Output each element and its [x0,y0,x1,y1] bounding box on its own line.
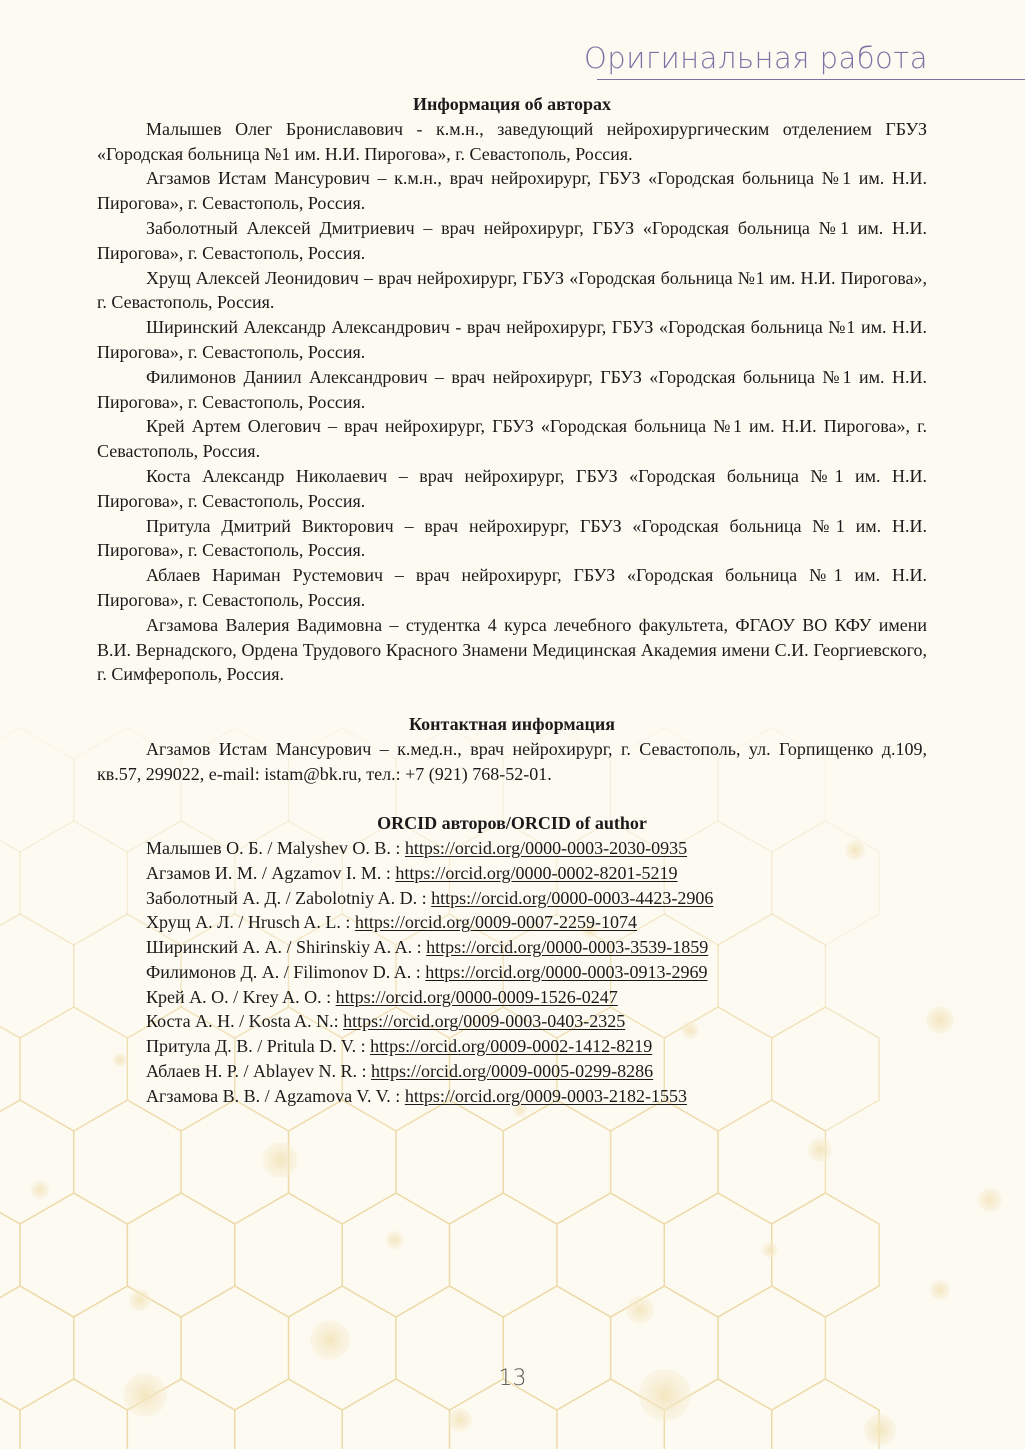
orcid-author-name: Филимонов Д. А. / Filimonov D. A. : [146,961,426,982]
decorative-dot [930,1280,950,1300]
orcid-link[interactable]: https://orcid.org/0009-0005-0299-8286 [371,1061,654,1082]
orcid-entry [97,985,927,1010]
hexagon-cell [611,1100,718,1224]
hexagon-cell [450,1193,557,1317]
page-number: 13 [498,1366,527,1391]
orcid-heading: ORCID авторов/ORCID of author [377,813,647,834]
orcid-author-name: Ширинский А. А. / Shirinskiy A. A. : [146,937,427,958]
author-entry: Крей Артем Олегович – врач нейрохирург, ГБУЗ «Городская больница №1 им. Н.И. Пирогова», г. Севастополь, Россия. [97,416,927,462]
decorative-dot [448,1408,472,1432]
orcid-author-name: Крей А. О. / Krey A. O. : [146,986,336,1007]
hexagon-cell [396,1286,503,1410]
hexagon-cell [0,914,74,1038]
hexagon-cell [289,1100,396,1224]
hexagon-cell [718,1100,825,1224]
hexagon-cell [0,1007,20,1131]
orcid-author-name: Агзамова В. В. / Agzamova V. V. : [146,1085,405,1106]
hexagon-cell [503,1286,610,1410]
orcid-author-name: Хрущ А. Л. / Hrusch A. L. : [146,912,355,933]
orcid-link[interactable]: https://orcid.org/0000-0009-1526-0247 [335,986,618,1007]
orcid-author-name: Аблаев Н. Р. / Ablayev N. R. : [146,1061,371,1082]
orcid-link[interactable]: https://orcid.org/0000-0003-4423-2906 [431,887,714,908]
decorative-dot [129,1289,151,1311]
orcid-link[interactable]: https://orcid.org/0009-0002-1412-8219 [370,1036,653,1057]
orcid-link[interactable]: https://orcid.org/0009-0003-2182-1553 [404,1085,687,1106]
hexagon-cell [74,1100,181,1224]
orcid-entry [97,960,927,985]
orcid-link[interactable]: https://orcid.org/0000-0002-8201-5219 [395,862,678,883]
contact-heading: Контактная информация [409,713,615,734]
hexagon-cell [181,1286,288,1410]
orcid-entry [97,910,927,935]
contact-text: Агзамов Истам Мансурович – к.мед.н., врач нейрохирург, г. Севастополь, ул. Горпищенко д.109, кв.57, 299022, e-mail: istam@bk.ru, тел.: +7 (921) 768-52-01. [97,738,927,784]
orcid-entry [97,836,927,861]
decorative-dot [926,1006,954,1034]
orcid-entry [97,1059,927,1084]
hexagon-cell [396,1100,503,1224]
hexagon-cell [0,821,20,945]
author-entry: Ширинский Александр Александрович - врач нейрохирург, ГБУЗ «Городская больница №1 им. Н.И. Пирогова», г. Севастополь, Россия. [97,317,927,362]
author-entry: Филимонов Даниил Александрович – врач нейрохирург, ГБУЗ «Городская больница №1 им. Н.И. Пирогова», г. Севастополь, Россия. [97,366,927,412]
orcid-link[interactable]: https://orcid.org/0009-0003-0403-2325 [343,1011,626,1032]
author-entry: Хрущ Алексей Леонидович – врач нейрохирург, ГБУЗ «Городская больница №1 им. Н.И. Пирогова», г. Севастополь, Россия. [97,267,927,313]
hexagon-cell [20,1193,127,1317]
hexagon-cell [718,1286,825,1410]
hexagon-cell [503,1100,610,1224]
author-entry: Аблаев Нариман Рустемович – врач нейрохирург, ГБУЗ «Городская больница №1 им. Н.И. Пирогова», г. Севастополь, Россия. [97,565,927,610]
author-entry: Агзамов Истам Мансурович – к.м.н., врач нейрохирург, ГБУЗ «Городская больница №1 им. Н.И. Пирогова», г. Севастополь, Россия. [97,168,927,214]
decorative-dot [762,1242,778,1258]
orcid-entry [97,1034,927,1059]
decorative-dot [864,1414,896,1446]
hexagon-cell [0,1286,74,1410]
header-rule [597,79,1025,80]
orcid-section [97,811,927,1109]
orcid-entry [97,1084,927,1109]
decorative-dot [31,1181,49,1199]
decorative-dot [626,1296,654,1324]
author-entry: Притула Дмитрий Викторович – врач нейрохирург, ГБУЗ «Городская больница №1 им. Н.И. Пирогова», г. Севастополь, Россия. [97,515,927,561]
orcid-link[interactable]: https://orcid.org/0009-0007-2259-1074 [354,912,637,933]
orcid-link[interactable]: https://orcid.org/0000-0003-0913-2969 [425,961,708,982]
decorative-dot [386,1231,404,1249]
decorative-dot [262,1142,298,1178]
author-entry: Коста Александр Николаевич – врач нейрохирург, ГБУЗ «Городская больница №1 им. Н.И. Пирогова», г. Севастополь, Россия. [97,465,927,511]
orcid-entry [97,886,927,911]
author-entry: Агзамова Валерия Вадимовна – студентка 4 курса лечебного факультета, ФГАОУ ВО КФУ имени В.И. Вернадского, Ордена Трудового Красного Знамени Медицинская Академия имени С.И. Георгиевского, г. Симферополь, Россия. [97,614,927,685]
decorative-dot [310,1320,350,1360]
article-content [97,92,927,1109]
orcid-author-name: Притула Д. В. / Pritula D. V. : [146,1036,371,1057]
hexagon-cell [235,1193,342,1317]
hexagon-cell [664,1193,771,1317]
hexagon-cell [0,728,74,852]
orcid-entry [97,861,927,886]
decorative-dot [808,1138,832,1162]
author-entry: Заболотный Алексей Дмитриевич – врач нейрохирург, ГБУЗ «Городская больница №1 им. Н.И. Пирогова», г. Севастополь, Россия. [97,217,927,263]
author-entry: Малышев Олег Брониславович - к.м.н., заведующий нейрохирургическим отделением ГБУЗ «Городская больница №1 им. Н.И. Пирогова», г. Севастополь, Россия. [97,118,927,164]
hexagon-cell [342,1193,449,1317]
decorative-dot [978,1188,1002,1212]
orcid-author-name: Агзамов И. М. / Agzamov I. M. : [146,862,396,883]
authors-section [97,92,927,687]
orcid-author-name: Заболотный А. Д. / Zabolotniy A. D. : [146,887,432,908]
contact-section [97,712,927,786]
orcid-link[interactable]: https://orcid.org/0000-0003-2030-0935 [404,837,688,858]
hexagon-cell [772,1193,879,1317]
section-title: Оригинальная работа [583,41,928,75]
hexagon-cell [0,1193,20,1317]
orcid-entry [97,935,927,960]
hexagon-cell [557,1193,664,1317]
orcid-entry [97,1009,927,1034]
hexagon-cell [0,1100,74,1224]
authors-heading: Информация об авторах [412,94,612,114]
orcid-author-name: Коста А. Н. / Kosta A. N.: [146,1011,344,1032]
orcid-author-name: Малышев О. Б. / Malyshev O. B. : [146,837,405,858]
orcid-link[interactable]: https://orcid.org/0000-0003-3539-1859 [426,937,709,958]
